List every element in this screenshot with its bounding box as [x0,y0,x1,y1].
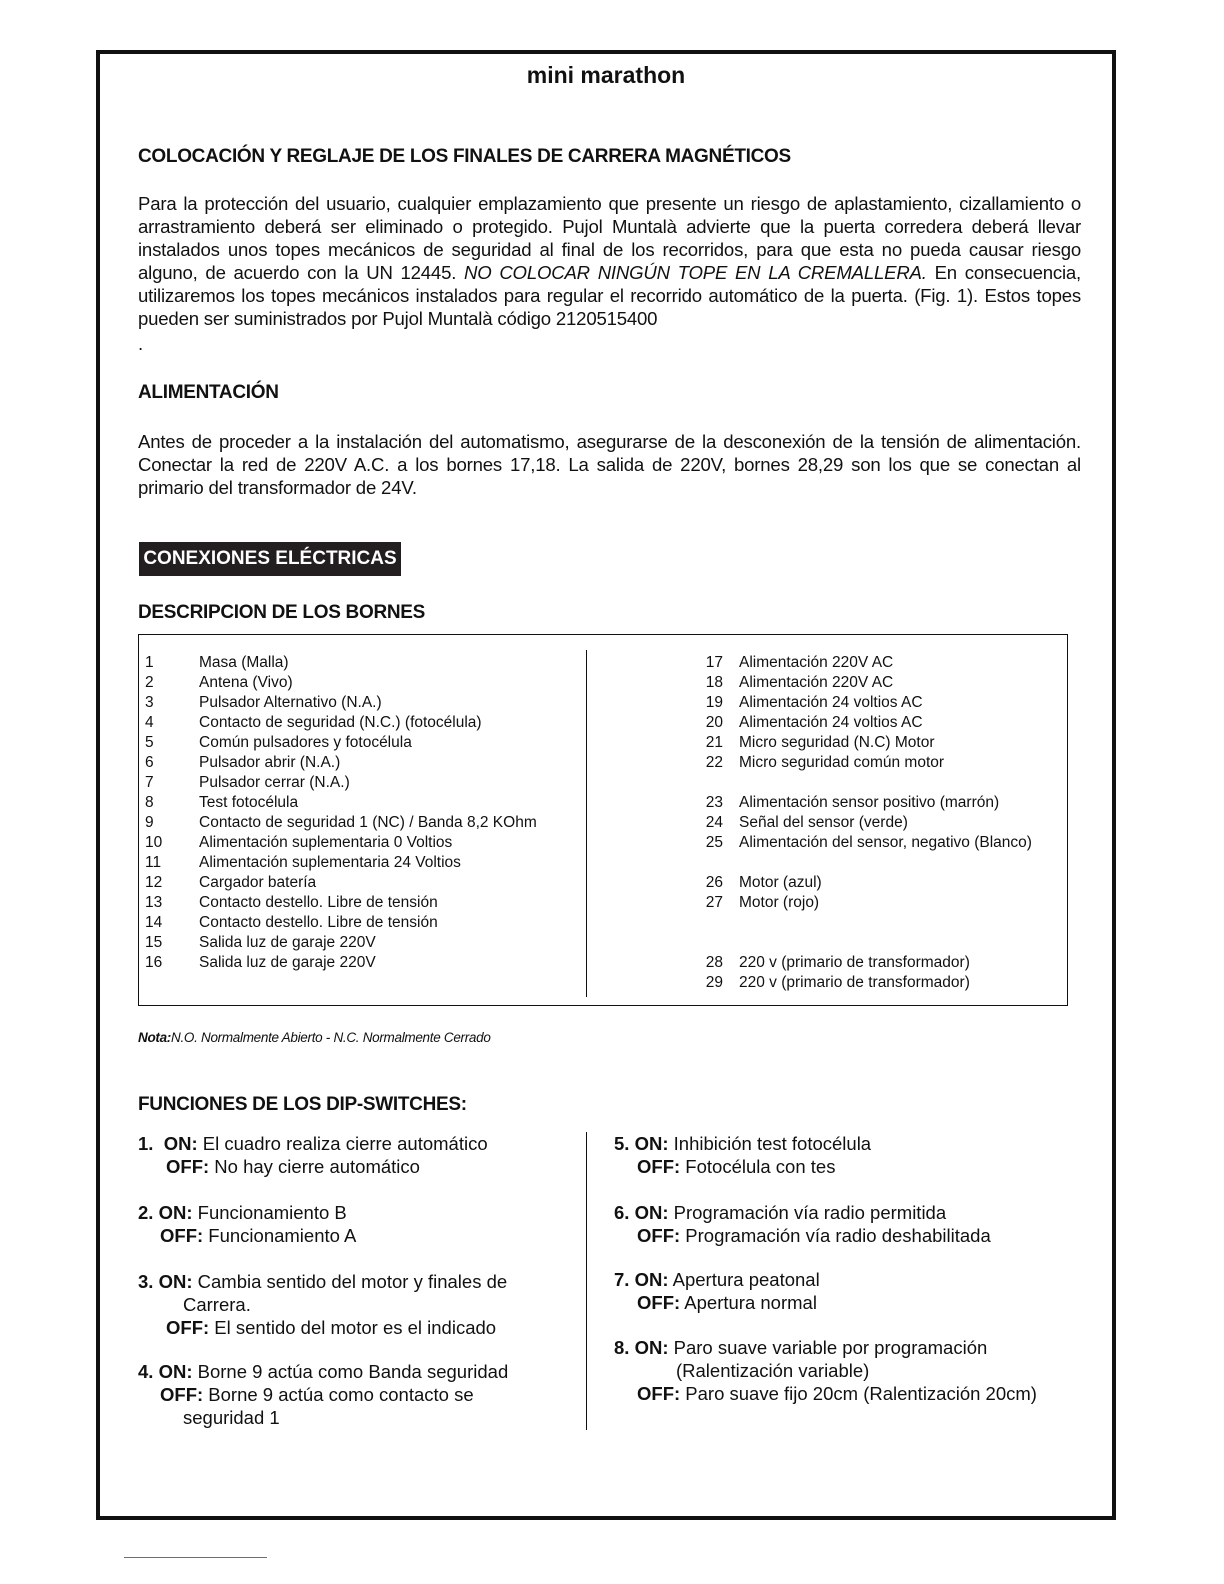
dip-off-text: El sentido del motor es el indicado [214,1317,497,1338]
dip-off-text: Programación vía radio deshabilitada [685,1225,991,1246]
page-title: mini marathon [526,62,686,88]
borne-description: 220 v (primario de transformador) [739,974,970,991]
borne-description: Alimentación 24 voltios AC [739,714,923,731]
bornes-right-column [687,653,1057,993]
borne-description: Alimentación 24 voltios AC [739,694,923,711]
dip-on-text-cont: (Ralentización variable) [676,1360,870,1381]
borne-number: 11 [145,854,162,871]
borne-description: Contacto de seguridad 1 (NC) / Banda 8,2 KOhm [199,814,537,831]
dip-number: 5. [614,1133,630,1154]
paragraph-finales-text-b: En consecuencia, utilizaremos los topes mecánicos instalados para regular el recorrido automático de la puerta. (Fig. 1). Estos topes pueden ser suministrados por Pujol Muntalà código 2120515400 [138,262,1081,329]
dip-off-label: OFF: [637,1225,681,1246]
paragraph-finales [138,192,1081,330]
borne-description: Masa (Malla) [199,654,289,671]
dip-number: 3. [138,1271,154,1292]
borne-description: Micro seguridad común motor [739,754,945,771]
borne-description: Micro seguridad (N.C) Motor [739,734,935,751]
bornes-table [138,634,1068,1006]
dip-on-label: ON: [634,1269,669,1290]
borne-number: 24 [705,814,723,831]
borne-description: Cargador batería [199,874,317,891]
borne-description: Pulsador Alternativo (N.A.) [199,694,382,711]
dip-off-text-cont: seguridad 1 [183,1407,280,1428]
bornes-table-divider [586,650,587,997]
dip-item-2 [138,1201,356,1247]
dip-number: 1. [138,1133,154,1154]
dip-on-label: ON: [163,1133,198,1154]
section-heading-dip: FUNCIONES DE LOS DIP-SWITCHES: [138,1094,467,1115]
borne-number: 3 [145,694,154,711]
dip-off-text: No hay cierre automático [214,1156,420,1177]
dip-on-label: ON: [634,1133,669,1154]
borne-description: Contacto destello. Libre de tensión [199,914,438,931]
borne-number: 16 [145,954,163,971]
borne-number: 12 [145,874,163,891]
borne-number: 17 [705,654,723,671]
borne-number: 14 [145,914,163,931]
borne-description: Contacto de seguridad (N.C.) (fotocélula) [199,714,482,731]
dip-off-text: Funcionamiento A [208,1225,357,1246]
dip-off-label: OFF: [637,1156,681,1177]
borne-description: Pulsador abrir (N.A.) [199,754,341,771]
dip-number: 2. [138,1202,154,1223]
dip-on-label: ON: [158,1202,193,1223]
borne-number: 26 [705,874,723,891]
dip-on-text: El cuadro realiza cierre automático [202,1133,488,1154]
borne-description: Alimentación del sensor, negativo (Blanco) [739,834,1032,851]
dip-off-text: Fotocélula con tes [685,1156,836,1177]
borne-description: Antena (Vivo) [199,674,293,691]
borne-description: Alimentación 220V AC [739,654,894,671]
borne-number: 18 [705,674,723,691]
page-frame [96,50,1116,1520]
dip-item-5 [614,1132,871,1178]
borne-number: 7 [145,774,154,791]
borne-number: 20 [705,714,723,731]
borne-number: 9 [145,814,154,831]
dip-off-label: OFF: [160,1384,204,1405]
borne-number: 15 [145,934,163,951]
dip-number: 6. [614,1202,630,1223]
section-heading-bornes: DESCRIPCION DE LOS BORNES [138,602,426,623]
borne-description: Motor (azul) [739,874,822,891]
borne-number: 6 [145,754,154,771]
borne-description: Contacto destello. Libre de tensión [199,894,438,911]
paragraph-finales-warning: NO COLOCAR NINGÚN TOPE EN LA CREMALLERA. [464,262,927,283]
borne-number: 28 [705,954,723,971]
borne-number: 8 [145,794,154,811]
borne-number: 1 [145,654,154,671]
dip-item-8 [614,1336,1037,1405]
footer-line [124,1557,267,1558]
borne-number: 10 [145,834,163,851]
borne-description: Salida luz de garaje 220V [199,954,376,971]
dip-number: 7. [614,1269,630,1290]
borne-number: 4 [145,714,154,731]
banner-conexiones: CONEXIONES ELÉCTRICAS [139,542,401,576]
dip-on-text: Funcionamiento B [197,1202,347,1223]
borne-number: 23 [705,794,723,811]
borne-number: 29 [705,974,723,991]
dip-on-label: ON: [634,1202,669,1223]
dip-on-text-cont: Carrera. [183,1294,251,1315]
borne-description: Común pulsadores y fotocélula [199,734,412,751]
borne-description: Alimentación suplementaria 24 Voltios [199,854,461,871]
dip-off-text: Borne 9 actúa como contacto se [208,1384,474,1405]
nota [138,1030,491,1045]
dip-number: 4. [138,1361,154,1382]
dip-off-label: OFF: [166,1317,210,1338]
dip-on-text: Apertura peatonal [672,1269,820,1290]
borne-number: 5 [145,734,154,751]
dip-item-4 [138,1360,508,1429]
dip-off-label: OFF: [166,1156,210,1177]
dip-divider [586,1132,587,1430]
borne-description: 220 v (primario de transformador) [739,954,970,971]
borne-description: Alimentación sensor positivo (marrón) [739,794,1000,811]
dip-off-label: OFF: [637,1383,681,1404]
borne-number: 13 [145,894,163,911]
dip-item-1 [138,1132,488,1178]
dip-off-label: OFF: [160,1225,204,1246]
borne-number: 21 [705,734,723,751]
dip-on-text: Cambia sentido del motor y finales de [197,1271,508,1292]
borne-description: Señal del sensor (verde) [739,814,908,831]
dip-item-7 [614,1268,820,1314]
dip-on-label: ON: [158,1361,193,1382]
paragraph-dot: . [138,333,143,354]
dip-item-6 [614,1201,991,1247]
borne-number: 19 [705,694,723,711]
dip-off-text: Paro suave fijo 20cm (Ralentización 20cm) [685,1383,1037,1404]
dip-off-text: Apertura normal [684,1292,817,1313]
section-heading-alimentacion: ALIMENTACIÓN [138,382,279,403]
paragraph-alimentacion: Antes de proceder a la instalación del automatismo, asegurarse de la desconexión de la tensión de alimentación. Conectar la red de 220V A.C. a los bornes 17,18. La salida de 220V, bornes 28,29 son los que se conectan al primario del transformador de 24V. [138,431,1081,498]
nota-label: Nota: [138,1030,171,1045]
borne-number: 25 [705,834,723,851]
paragraph-finales-text-a: Para la protección del usuario, cualquier emplazamiento que presente un riesgo de aplastamiento, cizallamiento o arrastramiento deberá ser eliminado o protegido. Pujol Muntalà advierte que la puerta corredera deberá llevar instalados unos topes mecánicos de seguridad al final de los recorridos, para que esta no pueda causar riesgo alguno, de acuerdo con la UN 12445. [138,193,1081,283]
dip-on-text: Borne 9 actúa como Banda seguridad [197,1361,509,1382]
borne-number: 27 [705,894,723,911]
borne-description: Alimentación 220V AC [739,674,894,691]
dip-item-3 [138,1270,507,1339]
borne-description: Test fotocélula [199,794,299,811]
borne-number: 22 [705,754,723,771]
borne-description: Alimentación suplementaria 0 Voltios [199,834,453,851]
dip-on-label: ON: [158,1271,193,1292]
dip-on-text: Paro suave variable por programación [673,1337,988,1358]
borne-description: Pulsador cerrar (N.A.) [199,774,350,791]
dip-on-label: ON: [634,1337,669,1358]
nota-text: N.O. Normalmente Abierto - N.C. Normalmente Cerrado [171,1030,491,1045]
bornes-left-column [145,653,575,993]
borne-description: Salida luz de garaje 220V [199,934,376,951]
dip-number: 8. [614,1337,630,1358]
section-heading-finales: COLOCACIÓN Y REGLAJE DE LOS FINALES DE CARRERA MAGNÉTICOS [138,146,791,167]
borne-description: Motor (rojo) [739,894,820,911]
dip-off-label: OFF: [637,1292,681,1313]
borne-number: 2 [145,674,154,691]
dip-on-text: Programación vía radio permitida [673,1202,947,1223]
dip-on-text: Inhibición test fotocélula [673,1133,872,1154]
